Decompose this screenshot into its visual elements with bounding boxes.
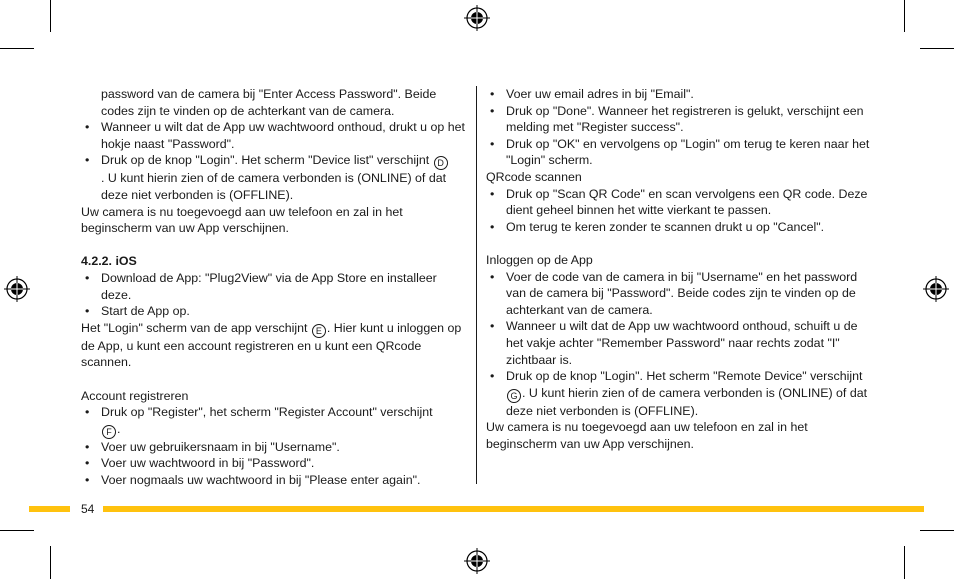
list-item: • Wanneer u wilt dat de App uw wachtwoord onthoud, drukt u op het hokje naast "Password".: [85, 120, 465, 151]
list-item: • Wanneer u wilt dat de App uw wachtwoord onthoud, schuift u de het vakje achter "Remember Password" naar rechts zodat "I" zichtbaar is.: [490, 319, 858, 367]
crop-mark: [50, 0, 51, 32]
registration-mark-icon: [3, 275, 31, 303]
crop-mark: [920, 530, 954, 531]
footer-bar: [103, 506, 924, 512]
callout-badge: E: [312, 324, 326, 338]
list-item: • Voer nogmaals uw wachtwoord in bij "Please enter again".: [85, 472, 421, 487]
registration-mark-icon: [463, 4, 491, 32]
list-item: • Druk op "Scan QR Code" en scan vervolgens een QR code. Deze dient geheel binnen het witte vierkant te passen.: [490, 186, 868, 218]
list-item: • Druk op de knop "Login". Het scherm "Device list" verschijnt D . U kunt hierin zien of de camera verbonden is (ONLINE) of dat deze niet verbonden is (OFFLINE).: [85, 153, 447, 202]
callout-badge: F: [102, 425, 116, 439]
crop-mark: [920, 48, 954, 49]
paragraph: Uw camera is nu toegevoegd aan uw telefoon en zal in het beginscherm van uw App verschijnen.: [486, 420, 808, 451]
callout-badge: D: [434, 156, 448, 170]
section-heading: 4.2.2. iOS: [81, 254, 137, 269]
list-item: • Voer uw gebruikersnaam in bij "Username".: [85, 439, 340, 454]
list-item: • Download de App: "Plug2View" via de App Store en installeer deze.: [85, 270, 437, 302]
list-item: • Start de App op.: [85, 304, 190, 319]
list-item: • Voer uw wachtwoord in bij "Password".: [85, 456, 315, 471]
callout-badge: G: [507, 389, 521, 403]
crop-mark: [0, 48, 34, 49]
subheading: Inloggen op de App: [486, 252, 593, 267]
right-column: [486, 86, 878, 452]
paragraph: password van de camera bij "Enter Access Password". Beide codes zijn te vinden op de achterkant van de camera.: [101, 87, 437, 118]
list-item: • Druk op de knop "Login". Het scherm "Remote Device" verschijnt G . U kunt hierin zien of de camera verbonden is (ONLINE) of dat deze niet verbonden is (OFFLINE).: [490, 369, 868, 418]
crop-mark: [50, 546, 51, 579]
subheading: Account registreren: [81, 388, 189, 403]
column-divider: [476, 86, 477, 484]
registration-mark-icon: [463, 547, 491, 575]
registration-mark-icon: [922, 275, 950, 303]
list-item: • Druk op "OK" en vervolgens op "Login" om terug te keren naar het "Login" scherm.: [490, 136, 870, 168]
list-item: • Druk op "Register", het scherm "Register Account" verschijnt F .: [85, 405, 433, 437]
footer-bar: [29, 506, 70, 512]
paragraph: Uw camera is nu toegevoegd aan uw telefoon en zal in het beginscherm van uw App verschijnen.: [81, 204, 403, 236]
list-item: • Voer uw email adres in bij "Email".: [490, 87, 694, 101]
list-item: • Druk op "Done". Wanneer het registreren is gelukt, verschijnt een melding met "Register success".: [490, 103, 864, 135]
list-item: • Om terug te keren zonder te scannen drukt u op "Cancel".: [490, 219, 825, 234]
paragraph: Het "Login" scherm van de app verschijnt E . Hier kunt u inloggen op de App, u kunt een account registreren en u kunt een QRcode scannen.: [81, 320, 462, 370]
left-column: [81, 86, 469, 488]
list-item: • Voer de code van de camera in bij "Username" en het password van de camera bij "Password". Beide codes zijn te vinden op de achterkant van de camera.: [490, 269, 858, 317]
crop-mark: [904, 546, 905, 579]
crop-mark: [0, 530, 34, 531]
crop-mark: [904, 0, 905, 32]
page-number: 54: [81, 502, 95, 516]
subheading: QRcode scannen: [486, 169, 582, 184]
